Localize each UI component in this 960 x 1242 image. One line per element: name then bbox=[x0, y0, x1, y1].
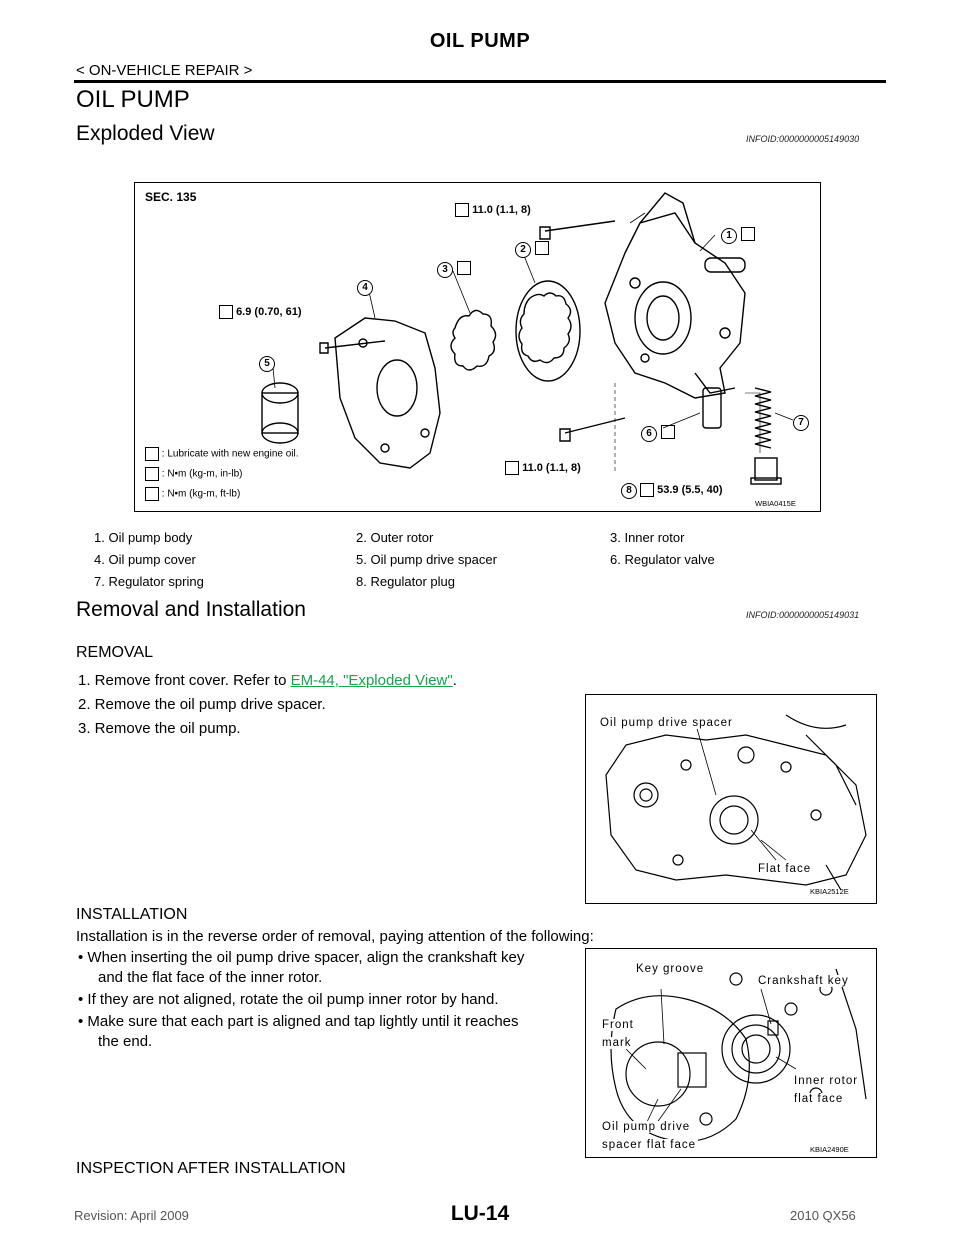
lubricate-icon bbox=[457, 261, 471, 275]
header-rule bbox=[74, 80, 886, 83]
installation-bullet-2: • If they are not aligned, rotate the oil pump inner rotor by hand. bbox=[78, 991, 499, 1008]
callout-6-group bbox=[641, 423, 675, 442]
installation-bullet-3: • Make sure that each part is aligned and tap lightly until it reaches bbox=[78, 1013, 519, 1030]
torque-spec-bottom bbox=[505, 461, 581, 475]
torque-ftlb-icon bbox=[145, 487, 159, 501]
callout-5-group bbox=[259, 353, 275, 372]
callout-7: 7 bbox=[793, 415, 809, 431]
flat-face-label: Flat face bbox=[758, 863, 812, 875]
installation-heading: INSTALLATION bbox=[76, 906, 188, 923]
removal-heading: REMOVAL bbox=[76, 644, 154, 661]
removal-figure bbox=[585, 694, 877, 904]
page-number: LU-14 bbox=[450, 1202, 510, 1225]
installation-figure bbox=[585, 948, 877, 1158]
legend-item: 3. Inner rotor bbox=[610, 530, 685, 545]
front-label: Front bbox=[602, 1019, 634, 1031]
torque-spec-left bbox=[219, 305, 302, 319]
figure-code: KBIA2490E bbox=[810, 1145, 849, 1154]
torque-ftlb-icon bbox=[640, 483, 654, 497]
figure-code: KBIA2512E bbox=[810, 887, 849, 896]
figure-code: WBIA0415E bbox=[755, 499, 796, 508]
drive-spacer-label-2: spacer flat face bbox=[602, 1139, 696, 1151]
torque-spec-top bbox=[455, 203, 531, 217]
page-heading: OIL PUMP bbox=[76, 86, 190, 113]
callout-4-group bbox=[357, 277, 373, 296]
step-1-suffix: . bbox=[452, 672, 457, 689]
legend-item: 6. Regulator valve bbox=[610, 552, 715, 567]
running-header-title: OIL PUMP bbox=[429, 30, 531, 52]
exploded-view-figure bbox=[134, 182, 821, 512]
callout-1-group bbox=[721, 225, 755, 244]
torque-ftlb-icon bbox=[505, 461, 519, 475]
torque-inlb-icon bbox=[219, 305, 233, 319]
drive-spacer-label-1: Oil pump drive bbox=[602, 1121, 691, 1133]
torque-top-value: 11.0 (1.1, 8) bbox=[472, 203, 531, 216]
section-number: SEC. 135 bbox=[145, 190, 197, 204]
key-groove-label: Key groove bbox=[636, 963, 705, 975]
lubricate-icon bbox=[741, 227, 755, 241]
callout-3: 3 bbox=[437, 262, 453, 278]
lubricate-icon bbox=[661, 425, 675, 439]
torque-inlb-icon bbox=[145, 467, 159, 481]
callout-2: 2 bbox=[515, 242, 531, 258]
torque-bottom-value: 11.0 (1.1, 8) bbox=[522, 461, 581, 474]
oil-pump-drive-spacer-label: Oil pump drive spacer bbox=[600, 717, 733, 729]
lubricate-icon bbox=[145, 447, 159, 461]
legend-item: 1. Oil pump body bbox=[94, 530, 193, 545]
key-nm-ftlb-text: : N•m (kg-m, ft-lb) bbox=[161, 488, 241, 500]
legend-item: 4. Oil pump cover bbox=[94, 552, 196, 567]
exploded-view-heading: Exploded View bbox=[76, 122, 215, 145]
installation-bullet-1-cont: and the flat face of the inner rotor. bbox=[98, 969, 323, 986]
em-44-exploded-view-link[interactable]: EM-44, "Exploded View" bbox=[290, 672, 453, 689]
removal-installation-heading: Removal and Installation bbox=[76, 598, 306, 621]
inner-rotor-flat-face-label: flat face bbox=[794, 1093, 844, 1105]
legend-item: 8. Regulator plug bbox=[356, 574, 456, 589]
torque-ftlb-icon bbox=[455, 203, 469, 217]
revision-date: Revision: April 2009 bbox=[74, 1208, 189, 1223]
callout-1: 1 bbox=[721, 228, 737, 244]
legend-item: 7. Regulator spring bbox=[94, 574, 204, 589]
torque-plug-value: 53.9 (5.5, 40) bbox=[657, 484, 723, 496]
installation-bullet-3-cont: the end. bbox=[98, 1033, 153, 1050]
legend-item: 5. Oil pump drive spacer bbox=[356, 552, 497, 567]
step-1-text: 1. Remove front cover. Refer to bbox=[78, 672, 291, 689]
key-lubricate-text: : Lubricate with new engine oil. bbox=[161, 448, 299, 460]
parts-legend bbox=[94, 530, 814, 600]
installation-intro: Installation is in the reverse order of removal, paying attention of the following: bbox=[76, 928, 594, 945]
exploded-view-drawing bbox=[135, 183, 820, 511]
section-breadcrumb: < ON-VEHICLE REPAIR > bbox=[76, 62, 253, 79]
mark-label: mark bbox=[602, 1037, 632, 1049]
legend-item: 2. Outer rotor bbox=[356, 530, 434, 545]
crankshaft-key-label: Crankshaft key bbox=[758, 975, 849, 987]
callout-5: 5 bbox=[259, 356, 275, 372]
inner-rotor-label: Inner rotor bbox=[794, 1075, 859, 1087]
vehicle-model: 2010 QX56 bbox=[790, 1208, 856, 1223]
callout-4: 4 bbox=[357, 280, 373, 296]
removal-installation-infoid: INFOID:0000000005149031 bbox=[746, 610, 860, 620]
callout-3-group bbox=[437, 259, 471, 278]
key-nm-inlb-text: : N•m (kg-m, in-lb) bbox=[161, 468, 243, 480]
lubricate-icon bbox=[535, 241, 549, 255]
key-nm-ftlb bbox=[145, 487, 240, 501]
callout-8: 8 bbox=[621, 483, 637, 499]
removal-step-1 bbox=[78, 672, 457, 689]
callout-6: 6 bbox=[641, 426, 657, 442]
key-nm-inlb bbox=[145, 467, 243, 481]
exploded-view-infoid: INFOID:0000000005149030 bbox=[746, 134, 860, 144]
callout-7-group bbox=[793, 412, 809, 431]
key-lubricate bbox=[145, 447, 299, 461]
removal-step-3: 3. Remove the oil pump. bbox=[78, 720, 241, 737]
installation-bullet-1: • When inserting the oil pump drive spacer, align the crankshaft key bbox=[78, 949, 525, 966]
callout-2-group bbox=[515, 239, 549, 258]
torque-left-value: 6.9 (0.70, 61) bbox=[236, 305, 302, 318]
torque-spec-plug bbox=[621, 483, 723, 499]
inspection-heading: INSPECTION AFTER INSTALLATION bbox=[76, 1160, 346, 1177]
removal-step-2: 2. Remove the oil pump drive spacer. bbox=[78, 696, 326, 713]
